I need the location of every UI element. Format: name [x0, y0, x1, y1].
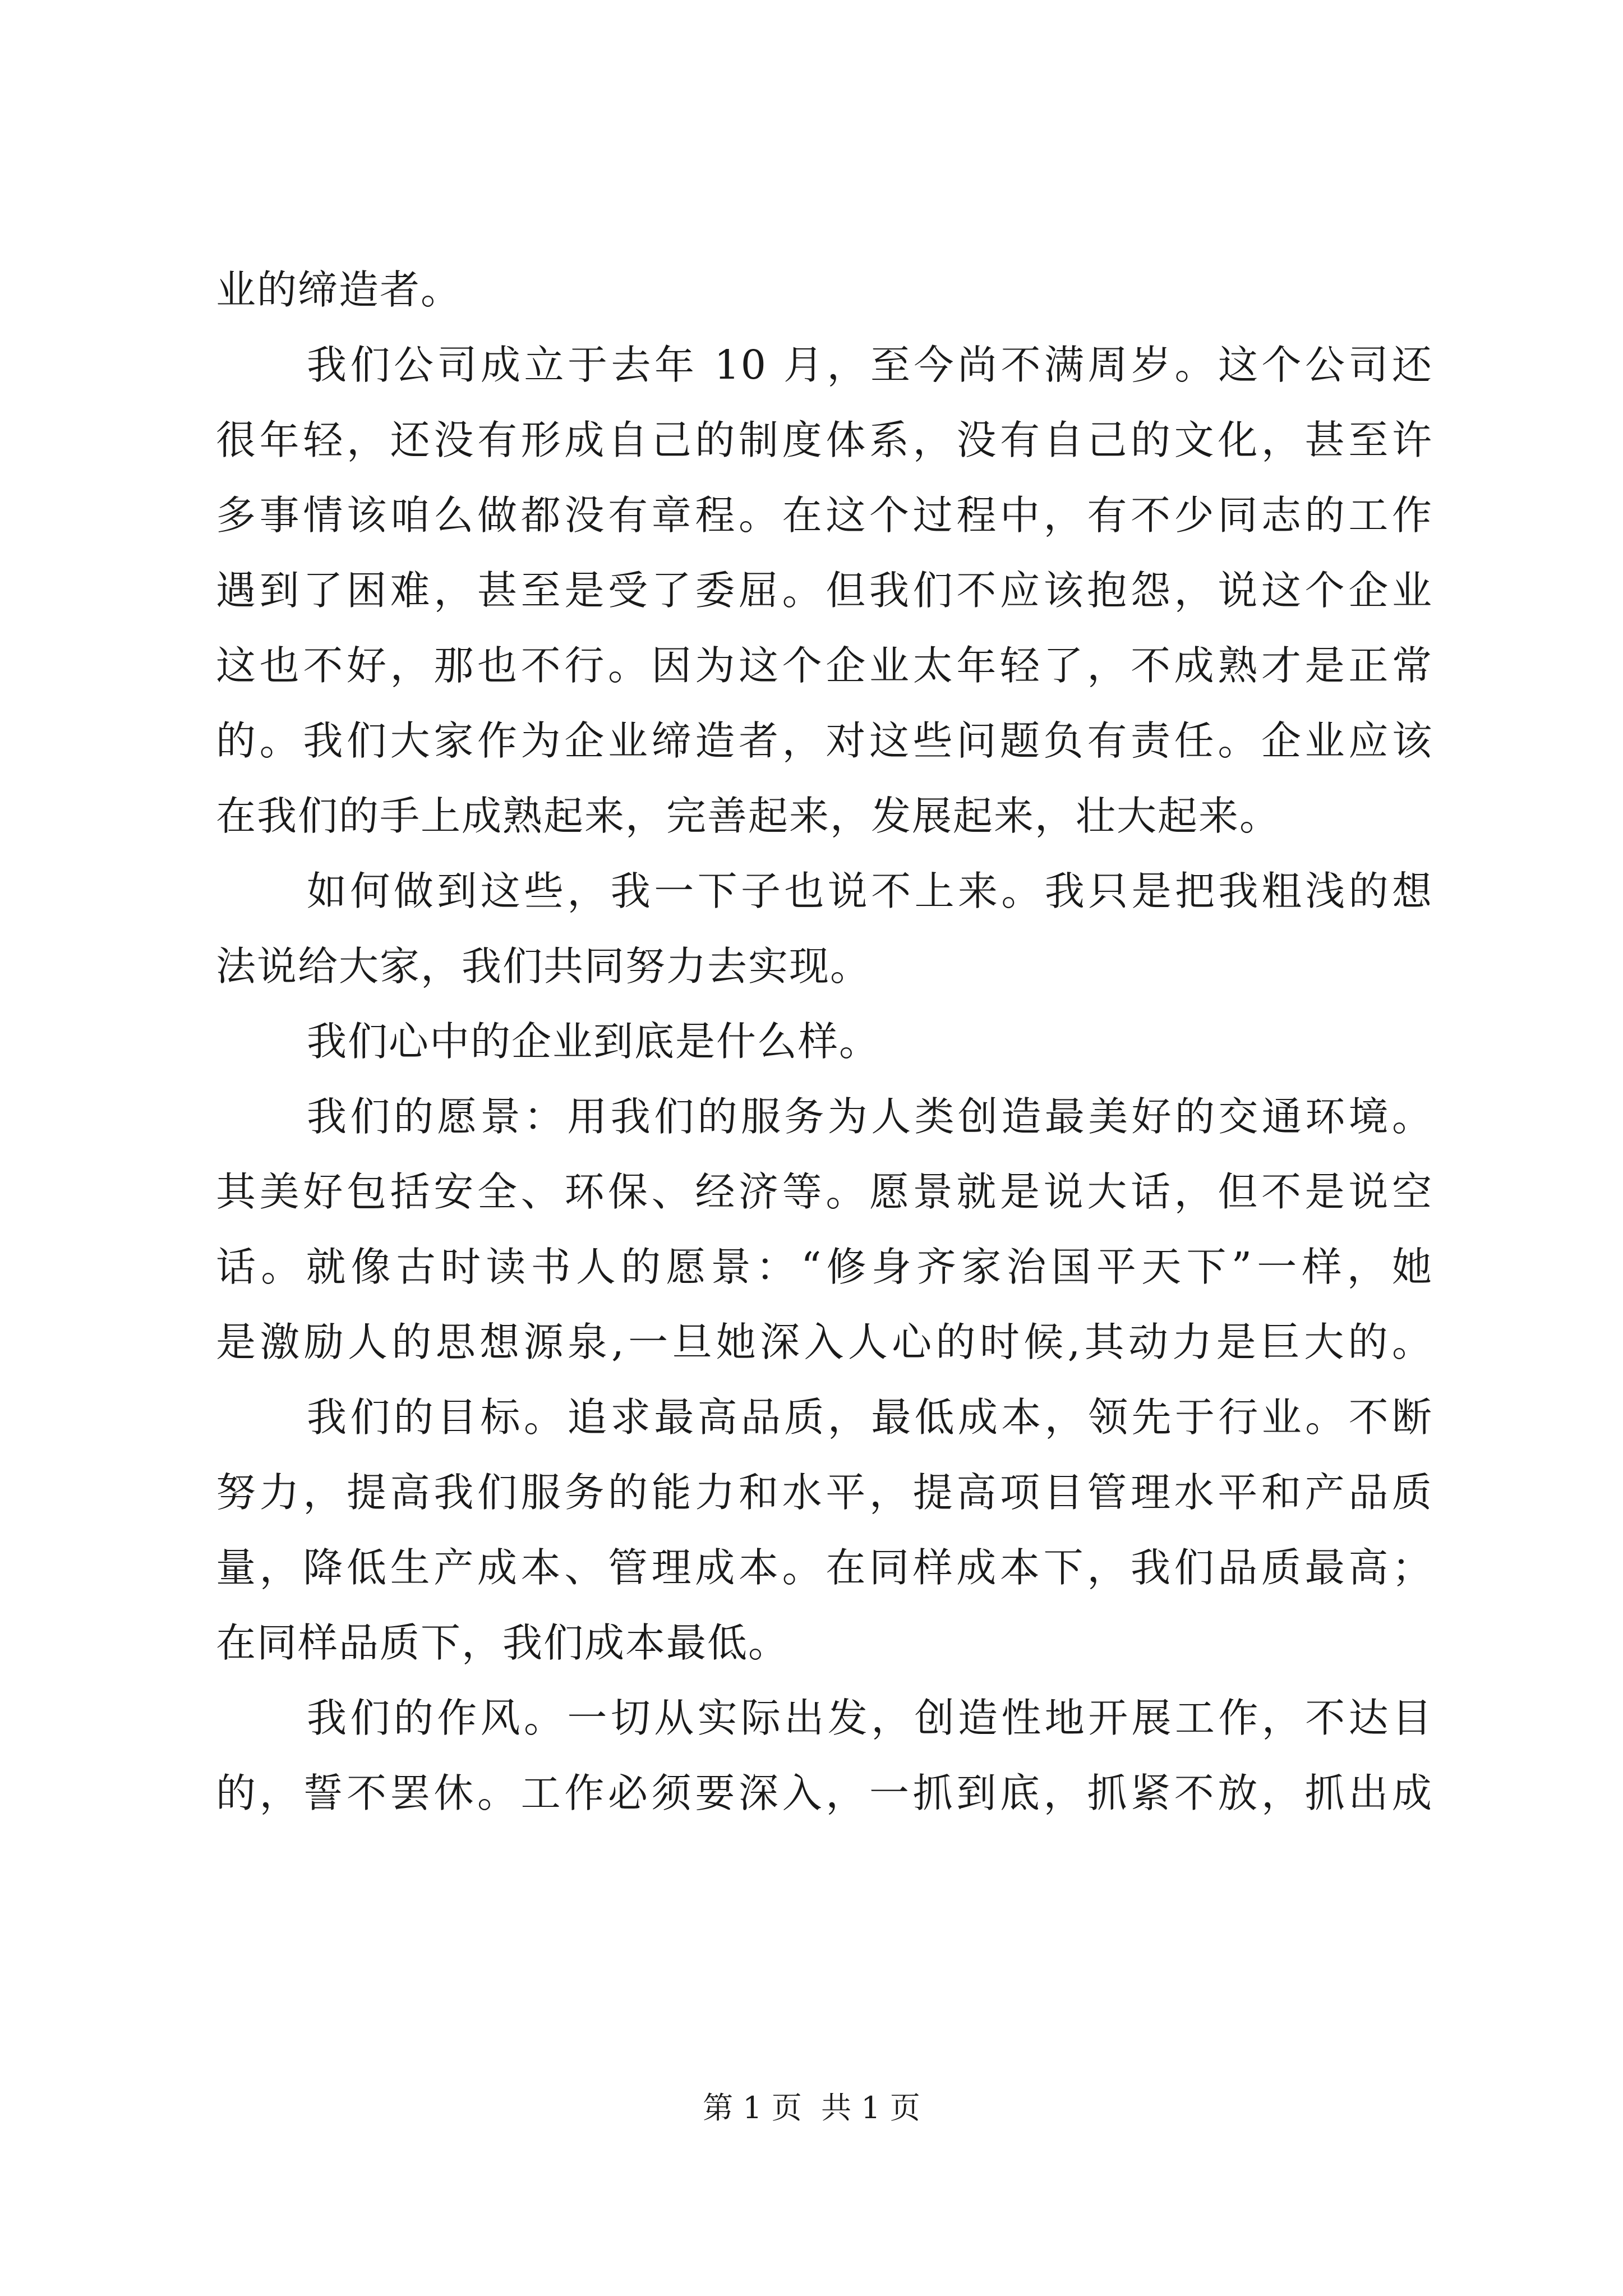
text-line-17: 努力，提高我们服务的能力和水平，提高项目管理水平和产品质: [216, 1469, 1433, 1516]
text-line-15: 是激励人的思想源泉,一旦她深入人心的时候,其动力是巨大的。: [216, 1319, 1433, 1365]
text-line-9: 如何做到这些，我一下子也说不上来。我只是把我粗浅的想: [307, 868, 1433, 914]
text-line-6: 这也不好，那也不行。因为这个企业太年轻了，不成熟才是正常: [216, 642, 1433, 689]
text-line-5: 遇到了困难，甚至是受了委屈。但我们不应该抱怨，说这个企业: [216, 567, 1433, 614]
text-line-4: 多事情该咱么做都没有章程。在这个过程中，有不少同志的工作: [216, 492, 1433, 539]
text-line-13: 其美好包括安全、环保、经济等。愿景就是说大话，但不是说空: [216, 1168, 1433, 1215]
text-line-18: 量，降低生产成本、管理成本。在同样成本下，我们品质最高；: [216, 1544, 1433, 1591]
text-line-12: 我们的愿景：用我们的服务为人类创造最美好的交通环境。: [307, 1093, 1433, 1140]
text-line-16: 我们的目标。追求最高品质，最低成本，领先于行业。不断: [307, 1394, 1433, 1441]
text-line-8: 在我们的手上成熟起来，完善起来，发展起来，壮大起来。: [216, 793, 1281, 839]
text-line-20: 我们的作风。一切从实际出发，创造性地开展工作，不达目: [307, 1695, 1433, 1741]
text-line-3: 很年轻，还没有形成自己的制度体系，没有自己的文化，甚至许: [216, 417, 1433, 463]
text-line-7: 的。我们大家作为企业缔造者，对这些问题负有责任。企业应该: [216, 717, 1433, 764]
text-line-14: 话。就像古时读书人的愿景：“修身齐家治国平天下”一样，她: [216, 1244, 1433, 1290]
text-line-10: 法说给大家，我们共同努力去实现。: [216, 943, 872, 990]
text-line-11: 我们心中的企业到底是什么样。: [307, 1018, 880, 1065]
text-line-19: 在同样品质下，我们成本最低。: [216, 1619, 790, 1666]
text-line-1: 业的缔造者。: [216, 266, 462, 313]
page-footer: 第 1 页 共 1 页: [703, 2090, 920, 2125]
document-body: [216, 252, 1433, 1831]
text-line-21: 的，誓不罢休。工作必须要深入，一抓到底，抓紧不放，抓出成: [216, 1770, 1433, 1816]
text-line-2: 我们公司成立于去年 10 月，至今尚不满周岁。这个公司还: [307, 342, 1433, 388]
